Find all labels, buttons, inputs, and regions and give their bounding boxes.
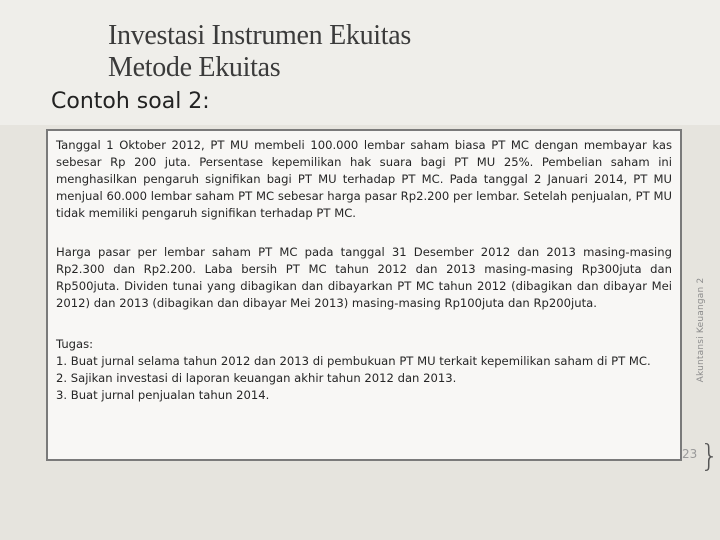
slide-title-line-1: Investasi Instrumen Ekuitas bbox=[108, 20, 411, 51]
task-item-2: 2. Sajikan investasi di laporan keuangan akhir tahun 2012 dan 2013. bbox=[56, 371, 457, 385]
problem-text-box bbox=[46, 129, 682, 461]
page-number-bracket: } bbox=[700, 439, 720, 474]
slide-subtitle: Contoh soal 2: bbox=[51, 89, 210, 114]
page-number: 23 bbox=[682, 447, 698, 461]
problem-paragraph-2: Harga pasar per lembar saham PT MC pada tanggal 31 Desember 2012 dan 2013 masing-masing Rp2.300 dan Rp2.200. Laba bersih PT MC tahun 2012 dan 2013 masing-masing Rp300juta dan Rp500juta. Dividen tunai yang dibagikan dan dibayarkan PT MC tahun 2012 (dibagikan dan dibayar Mei 2012) dan 2013 (dibagikan dan dibayar Mei 2013) masing-masing Rp100juta dan Rp200juta. bbox=[56, 245, 672, 310]
task-item-3: 3. Buat jurnal penjualan tahun 2014. bbox=[56, 388, 270, 402]
course-side-label: Akuntansi Keuangan 2 bbox=[696, 277, 706, 383]
task-heading: Tugas: bbox=[56, 337, 94, 351]
task-items bbox=[56, 353, 672, 404]
task-item-1: 1. Buat jurnal selama tahun 2012 dan 2013 di pembukuan PT MU terkait kepemilikan saham di PT MC. bbox=[56, 354, 651, 368]
task-list bbox=[56, 336, 672, 404]
slide-title-line-2: Metode Ekuitas bbox=[108, 52, 281, 83]
slide-title bbox=[108, 20, 411, 84]
problem-paragraph-1: Tanggal 1 Oktober 2012, PT MU membeli 100.000 lembar saham biasa PT MC dengan membayar kas sebesar Rp 200 juta. Persentase kepemilikan hak suara bagi PT MU 25%. Pembelian saham ini menghasilkan pengaruh signifikan bagi PT MU terhadap PT MC. Pada tanggal 2 Januari 2014, PT MU menjual 60.000 lembar saham PT MC sebesar harga pasar Rp2.200 per lembar. Setelah penjualan, PT MU tidak memiliki pengaruh signifikan terhadap PT MC. bbox=[56, 138, 672, 220]
